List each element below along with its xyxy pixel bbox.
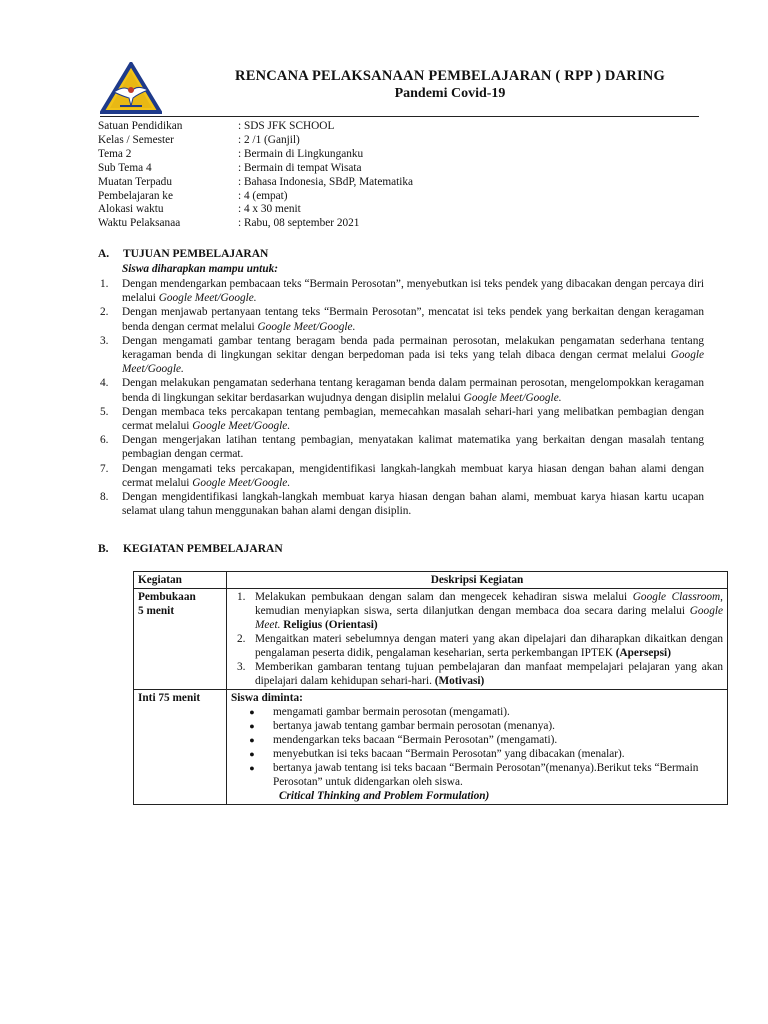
item-number: 2. bbox=[100, 306, 109, 319]
document-subtitle: Pandemi Covid-19 bbox=[394, 86, 506, 101]
section-b-number: B. bbox=[98, 543, 109, 555]
pembukaan-duration: 5 menit bbox=[138, 605, 175, 617]
item-text: bertanya jawab tentang isi teks bacaan “Bermain Perosotan”(menanya).Berikut teks “Bermain Perosotan” untuk didengarkan oleh siswa. bbox=[273, 762, 699, 788]
section-a-title: TUJUAN PEMBELAJARAN bbox=[123, 248, 269, 260]
item-text: bertanya jawab tentang gambar bermain perosotan (menanya). bbox=[273, 720, 555, 732]
item-text bbox=[255, 660, 723, 688]
section-b-heading bbox=[98, 543, 283, 555]
item-body: Dengan mengidentifikasi langkah-langkah membuat karya hiasan dengan bahan alami, membuat karya hiasan kartu ucapan selamat ulang tahun menggunakan bahan alami dengan disiplin. bbox=[122, 491, 704, 518]
info-value: : SDS JFK SCHOOL bbox=[238, 120, 335, 132]
list-item bbox=[100, 433, 704, 461]
header-divider bbox=[100, 116, 699, 117]
list-item bbox=[100, 334, 704, 377]
document-title: RENCANA PELAKSANAAN PEMBELAJARAN ( RPP ) DARING bbox=[235, 68, 665, 84]
info-row bbox=[98, 120, 413, 134]
list-item bbox=[100, 490, 704, 518]
item-number: 8. bbox=[100, 491, 109, 504]
objectives-list bbox=[100, 277, 704, 518]
item-number: 5. bbox=[100, 405, 109, 418]
inti-description bbox=[227, 690, 728, 805]
item-number: 1. bbox=[237, 591, 246, 603]
item-text: mengamati gambar bermain perosotan (mengamati). bbox=[273, 706, 510, 718]
info-label: Alokasi waktu bbox=[98, 203, 164, 216]
item-number: 7. bbox=[100, 462, 109, 475]
table-row bbox=[134, 690, 728, 805]
item-text bbox=[122, 405, 704, 433]
section-a-number: A. bbox=[98, 248, 110, 260]
item-text bbox=[255, 590, 723, 632]
item-number: 3. bbox=[100, 334, 109, 347]
item-platform: Google Meet/Google. bbox=[122, 349, 704, 376]
list-item bbox=[231, 747, 723, 761]
section-b-title: KEGIATAN PEMBELAJARAN bbox=[123, 543, 283, 555]
list-item bbox=[231, 660, 723, 688]
item-number: 1. bbox=[100, 278, 109, 290]
item-platform: Google Meet/Google. bbox=[158, 292, 257, 305]
bullet-icon: ● bbox=[249, 721, 255, 731]
item-body: Melakukan pembukaan dengan salam dan mengecek kehadiran siswa melalui bbox=[255, 591, 633, 603]
item-text bbox=[122, 376, 704, 404]
info-label: Pembelajaran ke bbox=[98, 189, 173, 202]
bullet-icon: ● bbox=[249, 749, 255, 759]
item-text bbox=[255, 632, 723, 660]
list-item bbox=[231, 733, 723, 747]
column-header-deskripsi: Deskripsi Kegiatan bbox=[227, 572, 728, 589]
info-row bbox=[98, 190, 413, 204]
bullet-icon: ● bbox=[249, 763, 255, 773]
inti-footer: Critical Thinking and Problem Formulation) bbox=[279, 790, 490, 802]
item-body: Dengan mengamati teks percakapan, mengidentifikasi langkah-langkah membuat karya hiasan dengan bahan alami dengan cermat melalui bbox=[122, 462, 704, 489]
info-value: : 2 /1 (Ganjil) bbox=[238, 133, 300, 146]
info-label: Muatan Terpadu bbox=[98, 175, 172, 188]
item-platform: Google Meet/Google. bbox=[463, 391, 562, 404]
info-value: : Bahasa Indonesia, SBdP, Matematika bbox=[238, 175, 414, 188]
info-row bbox=[98, 134, 413, 148]
item-body: Dengan mengerjakan latihan tentang pembagian, menyatakan kalimat matematika yang berkaitan dengan masalah tentang pembagian dengan cermat. bbox=[122, 434, 704, 461]
bullet-icon: ● bbox=[249, 735, 255, 745]
item-platform-2: Google Meet. bbox=[255, 605, 723, 631]
item-number: 3. bbox=[237, 661, 246, 673]
item-number: 6. bbox=[100, 434, 109, 447]
section-a-heading bbox=[98, 248, 268, 260]
info-value: : 4 (empat) bbox=[238, 189, 288, 202]
item-body: Mengaitkan materi sebelumnya dengan materi yang akan dipelajari dan diharapkan dikaitkan dengan pengalaman peserta didik, pengalaman keseharian, serta perkembangan IPTEK bbox=[255, 633, 723, 659]
pembukaan-cell bbox=[134, 589, 227, 690]
list-item bbox=[231, 632, 723, 660]
inti-heading: Siswa diminta: bbox=[231, 692, 303, 704]
info-label: Waktu Pelaksanaa bbox=[98, 217, 181, 230]
list-item bbox=[231, 761, 723, 789]
item-text bbox=[122, 433, 704, 461]
column-header-kegiatan: Kegiatan bbox=[134, 572, 227, 589]
item-text bbox=[122, 277, 704, 305]
bullet-icon: ● bbox=[249, 707, 255, 717]
list-item bbox=[100, 305, 704, 333]
item-text: mendengarkan teks bacaan “Bermain Perosotan” (mengamati). bbox=[273, 734, 558, 746]
list-item bbox=[231, 719, 723, 733]
item-body-cont: , kemudian menyiapkan siswa, serta dilanjutkan dengan membaca doa secara daring melalui bbox=[255, 591, 723, 617]
item-body: Memberikan gambaran tentang tujuan pembelajaran dan manfaat mempelajari pelajaran yang akan dipelajari dalam kehidupan sehari-hari. bbox=[255, 661, 723, 687]
list-item bbox=[231, 705, 723, 719]
item-body: Dengan mendengarkan pembacaan teks “Bermain Perosotan”, menyebutkan isi teks pendek yang dibacakan dengan percaya diri melalui bbox=[122, 278, 704, 305]
item-text bbox=[122, 462, 704, 490]
item-text: menyebutkan isi teks bacaan “Bermain Perosotan” yang dibacakan (menalar). bbox=[273, 748, 625, 760]
item-body: Dengan mengamati gambar tentang beragam benda pada permainan perosotan, melakukan pengamatan sederhana tentang keragaman benda di lingkungan sekitar dengan berpedoman pada isi teks yang telah dibaca dengan cermat melalui bbox=[122, 334, 704, 362]
item-tag: (Motivasi) bbox=[434, 675, 485, 687]
item-platform: Google Meet/Google. bbox=[257, 320, 356, 333]
item-tag: (Apersepsi) bbox=[615, 647, 671, 659]
table-header-row bbox=[134, 572, 728, 589]
item-text bbox=[122, 334, 704, 377]
info-value: : Bermain di Lingkunganku bbox=[238, 147, 364, 160]
list-item bbox=[100, 462, 704, 490]
item-body: Dengan melakukan pengamatan sederhana tentang keragaman benda dalam permainan perosotan, mengelompokkan keragaman benda di lingkungan sekitar berdasarkan wujudnya dengan disiplin melalui bbox=[122, 377, 704, 404]
list-item bbox=[100, 277, 704, 305]
inti-label: Inti 75 menit bbox=[134, 690, 227, 805]
info-row bbox=[98, 162, 413, 176]
item-platform: Google Classroom bbox=[632, 591, 721, 603]
info-value: : Rabu, 08 september 2021 bbox=[238, 217, 360, 230]
info-row bbox=[98, 203, 413, 217]
pembukaan-label: Pembukaan bbox=[138, 591, 196, 603]
info-label: Tema 2 bbox=[98, 147, 132, 160]
identity-block bbox=[98, 120, 413, 231]
list-item bbox=[231, 590, 723, 632]
item-text bbox=[122, 305, 704, 333]
section-a-lead: Siswa diharapkan mampu untuk: bbox=[122, 263, 279, 275]
info-value: : Bermain di tempat Wisata bbox=[238, 161, 362, 174]
item-tag: Religius (Orientasi) bbox=[280, 619, 378, 631]
info-value: : 4 x 30 menit bbox=[238, 203, 301, 216]
item-text bbox=[122, 490, 704, 518]
item-number: 4. bbox=[100, 377, 109, 390]
info-label: Kelas / Semester bbox=[98, 133, 174, 146]
list-item bbox=[100, 405, 704, 433]
activities-table bbox=[133, 571, 728, 805]
info-row bbox=[98, 217, 413, 231]
pembukaan-description bbox=[227, 589, 728, 690]
info-row bbox=[98, 176, 413, 190]
item-platform: Google Meet/Google. bbox=[192, 476, 291, 489]
info-label: Satuan Pendidikan bbox=[98, 120, 183, 132]
item-number: 2. bbox=[237, 633, 246, 645]
info-row bbox=[98, 148, 413, 162]
item-platform: Google Meet/Google. bbox=[192, 420, 291, 433]
item-body: Dengan membaca teks percakapan tentang pembagian, memecahkan masalah sehari-hari yang melibatkan pembagian dengan cermat melalui bbox=[122, 405, 704, 433]
info-label: Sub Tema 4 bbox=[98, 161, 152, 174]
table-row bbox=[134, 589, 728, 690]
list-item bbox=[100, 376, 704, 404]
item-body: Dengan menjawab pertanyaan tentang teks “Bermain Perosotan”, mencatat isi teks pendek yang berkaitan dengan keragaman benda dengan cermat melalui bbox=[122, 306, 704, 333]
